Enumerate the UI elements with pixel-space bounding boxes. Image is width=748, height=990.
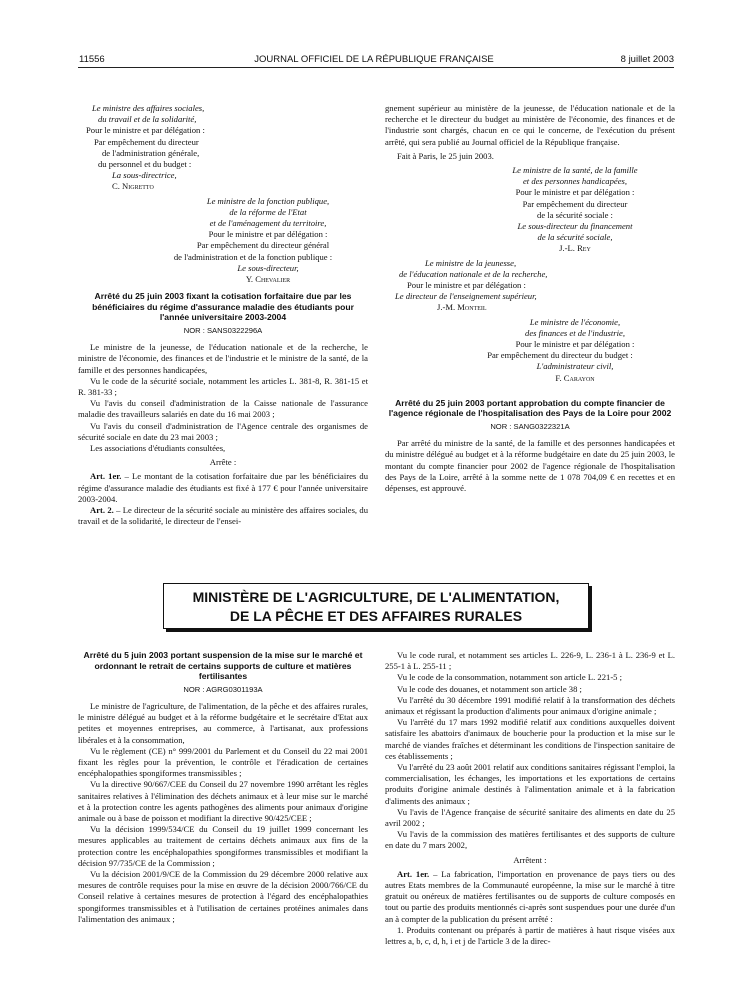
article-label: Art. 1er. — [90, 471, 122, 482]
paragraph: Le ministre de l'agriculture, de l'alimentation, de la pêche et des affaires rurales, le ministre délégué au budget et à la réforme budgétaire et le secrétaire d'Etat aux petites et moyennes entreprises, au commerce, à l'artisanat, aux professions libérales et à la consommation, — [78, 700, 368, 745]
article-2 — [78, 505, 368, 527]
signature-line: Pour le ministre et par délégation : — [515, 187, 635, 198]
column-bottom-right — [385, 650, 675, 947]
paragraph: 1. Produits contenant ou préparés à partir de matières à haut risque visées aux lettres a, b, c, d, h, i et j de l'article 3 de la direc- — [385, 924, 675, 947]
ministry-title-line: DE LA PÊCHE ET DES AFFAIRES RURALES — [229, 608, 523, 624]
signature-line: de la sécurité sociale, — [537, 232, 613, 243]
signature-line: La sous-directrice, — [112, 170, 177, 181]
column-bottom-left — [78, 650, 368, 925]
page-header — [0, 54, 748, 68]
paragraph: Vu le code de la sécurité sociale, notamment les articles L. 381-8, R. 381-15 et R. 381-33 ; — [78, 375, 368, 398]
column-top-left — [78, 103, 368, 527]
signature-line: Par empêchement du directeur — [94, 136, 199, 147]
ministry-title-line: MINISTÈRE DE L'AGRICULTURE, DE L'ALIMENTATION, — [192, 589, 560, 605]
paragraph: Vu l'arrêté du 23 août 2001 relatif aux conditions sanitaires régissant l'emploi, la commercialisation, les échanges, les importations et les exportations de certains produits d'origine animale destinés à l'alimentation animale et à la fabrication d'aliments des animaux ; — [385, 762, 675, 806]
paragraph: Vu l'arrêté du 17 mars 1992 modifié relatif aux conditions auxquelles doivent satisfaire les abattoirs d'animaux de boucherie pour la production et la mise sur le marché de viandes fraîches et déterminant les conditions de l'inspection sanitaire de ces établissements ; — [385, 717, 675, 761]
page-number: 11556 — [79, 54, 105, 65]
arrete-heading: Arrête : — [209, 457, 237, 468]
signature-line: de la sécurité sociale : — [537, 209, 613, 220]
paragraph: Vu l'avis du conseil d'administration de l'Agence centrale des organismes de sécurité sociale en date du 23 mai 2003 ; — [78, 420, 368, 442]
signature-line: Le directeur de l'enseignement supérieur, — [395, 291, 537, 302]
paragraph: gnement supérieur au ministère de la jeunesse, de l'éducation nationale et de la recherche et le directeur du budget au ministère de l'économie, des finances et de l'industrie sont chargés, chacun en ce qui le concerne, de l'exécution du présent arrêté, qui sera publié au Journal officiel de la République française. — [385, 103, 675, 147]
signature-line: Le ministre de la jeunesse, — [425, 257, 517, 268]
arrete-heading: Arrêtent : — [513, 854, 547, 865]
signature-line: du travail et de la solidarité, — [98, 114, 197, 125]
paragraph: Vu le code de la consommation, notamment son article L. 221-5 ; — [397, 672, 623, 683]
signature-line: et de l'aménagement du territoire, — [209, 218, 327, 229]
signature-line: Le ministre de la fonction publique, — [206, 195, 330, 206]
signature-line: Le ministre de l'économie, — [529, 316, 621, 327]
signature-line: Le ministre des affaires sociales, — [92, 103, 205, 113]
article-text: – La fabrication, l'importation en provenance de pays tiers ou des autres Etats membres de la Communauté européenne, la mise sur le marché à titre gratuit ou onéreux de matières fertilisantes ou de supports de culture composés en tout ou partie des produits mentionnés ci-après sont suspendues pour une durée d'un an à compter de la publication du présent arrêté : — [385, 868, 676, 924]
nor-reference: NOR : SANG0322321A — [490, 422, 570, 432]
article-text: – Le directeur de la sécurité sociale au ministère des affaires sociales, du travail et de la solidarité, le directeur de l'ensei- — [78, 505, 368, 527]
journal-title: JOURNAL OFFICIEL DE LA RÉPUBLIQUE FRANÇAISE — [254, 54, 494, 65]
signatory-name: J.-M. Monteil — [437, 302, 487, 313]
signature-line: Par empêchement du directeur — [522, 198, 628, 209]
paragraph: Vu l'avis du conseil d'administration de la Caisse nationale de l'assurance maladie des travailleurs salariés en date du 16 mai 2003 ; — [78, 398, 368, 420]
nor-reference: NOR : SANS0322296A — [183, 326, 263, 336]
place-date: Fait à Paris, le 25 juin 2003. — [397, 150, 494, 161]
paragraph: Vu la décision 1999/534/CE du Conseil du 19 juillet 1999 concernant les mesures applicables au traitement de certains déchets animaux aux fins de la protection contre les encéphalopathies spongiformes transmissibles et modifiant la décision 97/735/CE de la Commission ; — [78, 824, 368, 868]
signatory-name: C. Nigretto — [112, 181, 154, 192]
signature-line: Le sous-directeur, — [237, 262, 299, 273]
article-text: – Le montant de la cotisation forfaitaire due par les bénéficiaires du régime d'assurance maladie des étudiants est fixé à 177 € pour l'année universitaire 2003-2004. — [78, 471, 368, 504]
header-rule — [78, 67, 674, 68]
decree-title: Arrêté du 25 juin 2003 portant approbation du compte financier de l'agence régionale de l'hospitalisation des Pays de la Loire pour 2002 — [388, 397, 672, 419]
paragraph: Vu l'arrêté du 30 décembre 1991 modifié relatif à la transformation des déchets animaux et régissant la production d'aliments pour animaux d'origine animale ; — [385, 694, 675, 717]
signature-line: et des personnes handicapées, — [522, 176, 628, 187]
paragraph: Vu l'avis de l'Agence française de sécurité sanitaire des aliments en date du 25 avril 2002 ; — [385, 806, 675, 829]
signature-line: Le sous-directeur du financement — [517, 221, 633, 232]
decree-title: Arrêté du 5 juin 2003 portant suspension de la mise sur le marché et ordonnant le retrait de certains supports de culture et matières fertilisantes — [83, 650, 363, 682]
article-label: Art. 1er. — [397, 868, 430, 879]
paragraph: Vu le code des douanes, et notamment son article 38 ; — [397, 683, 582, 694]
signature-line: Pour le ministre et par délégation : — [407, 280, 526, 291]
signature-line: du personnel et du budget : — [98, 159, 192, 170]
column-top-right — [385, 103, 675, 494]
nor-reference: NOR : AGRG0301193A — [183, 684, 263, 694]
paragraph: Le ministre de la jeunesse, de l'éducation nationale et de la recherche, le ministre de l'économie, des finances et de l'industrie et le ministre de la santé, de la famille et des personnes handicapées, — [78, 342, 368, 375]
paragraph: Vu le code rural, et notamment ses articles L. 226-9, L. 236-1 à L. 236-9 et L. 255-1 à L. 255-11 ; — [385, 650, 675, 672]
signature-line: L'administrateur civil, — [536, 361, 614, 372]
signature-line: Pour le ministre et par délégation : — [515, 339, 635, 350]
signature-line: de la réforme de l'Etat — [229, 206, 307, 217]
issue-date: 8 juillet 2003 — [620, 54, 674, 65]
paragraph: Par arrêté du ministre de la santé, de la famille et des personnes handicapées et du ministre délégué au budget et à la réforme budgétaire en date du 25 juin 2003, le montant du compte financier pour 2002 de l'agence régionale de l'hospitalisation des Pays de la Loire, arrêté à la somme nette de 1 078 704,09 € en recettes et en dépenses, est approuvé. — [385, 438, 675, 494]
paragraph: Les associations d'étudiants consultées, — [90, 443, 226, 454]
signature-line: des finances et de l'industrie, — [525, 327, 625, 338]
article-label: Art. 2. — [90, 505, 114, 516]
signature-line: de l'éducation nationale et de la recherche, — [399, 268, 548, 279]
decree-title: Arrêté du 25 juin 2003 fixant la cotisation forfaitaire due par les bénéficiaires du régime d'assurance maladie des étudiants pour l'année universitaire 2003-2004 — [92, 291, 354, 323]
article-1 — [385, 869, 675, 925]
signature-line: Par empêchement du directeur général — [196, 240, 330, 251]
signatory-name: J.-L. Rey — [559, 243, 591, 254]
signature-line: Pour le ministre et par délégation : — [208, 229, 328, 240]
signature-line: Par empêchement du directeur du budget : — [487, 350, 633, 361]
paragraph: Vu le règlement (CE) n° 999/2001 du Parlement et du Conseil du 22 mai 2001 fixant les règles pour la prévention, le contrôle et l'éradication de certaines encéphalopathies spongiformes transmissibles ; — [78, 745, 368, 779]
signature-line: de l'administration générale, — [102, 147, 200, 158]
signature-line: Le ministre de la santé, de la famille — [512, 165, 638, 176]
signatory-name: F. Carayon — [555, 372, 595, 383]
paragraph: Vu la directive 90/667/CEE du Conseil du 27 novembre 1990 arrêtant les règles sanitaires relatives à l'élimination des déchets animaux et à leur mise sur le marché et à la protection contre les agents pathogènes des aliments pour animaux d'origine animale ou à base de poisson et modifiant la directive 90/425/CEE ; — [78, 779, 368, 824]
paragraph: Vu l'avis de la commission des matières fertilisantes et des supports de culture en date du 7 mars 2002, — [385, 829, 675, 851]
paragraph: Vu la décision 2001/9/CE de la Commission du 29 décembre 2000 relative aux mesures de contrôle requises pour la mise en œuvre de la décision 2000/766/CE du Conseil relative à certaines mesures de protection à l'égard des encéphalopathies spongiformes transmissibles et à l'utilisation de certaines protéines animales dans l'alimentation des animaux ; — [78, 869, 368, 924]
signature-line: Pour le ministre et par délégation : — [86, 125, 205, 136]
signatory-name: Y. Chevalier — [245, 274, 291, 285]
signature-line: de l'administration et de la fonction publique : — [173, 251, 333, 262]
article-1 — [78, 471, 368, 505]
ministry-banner — [163, 583, 589, 629]
